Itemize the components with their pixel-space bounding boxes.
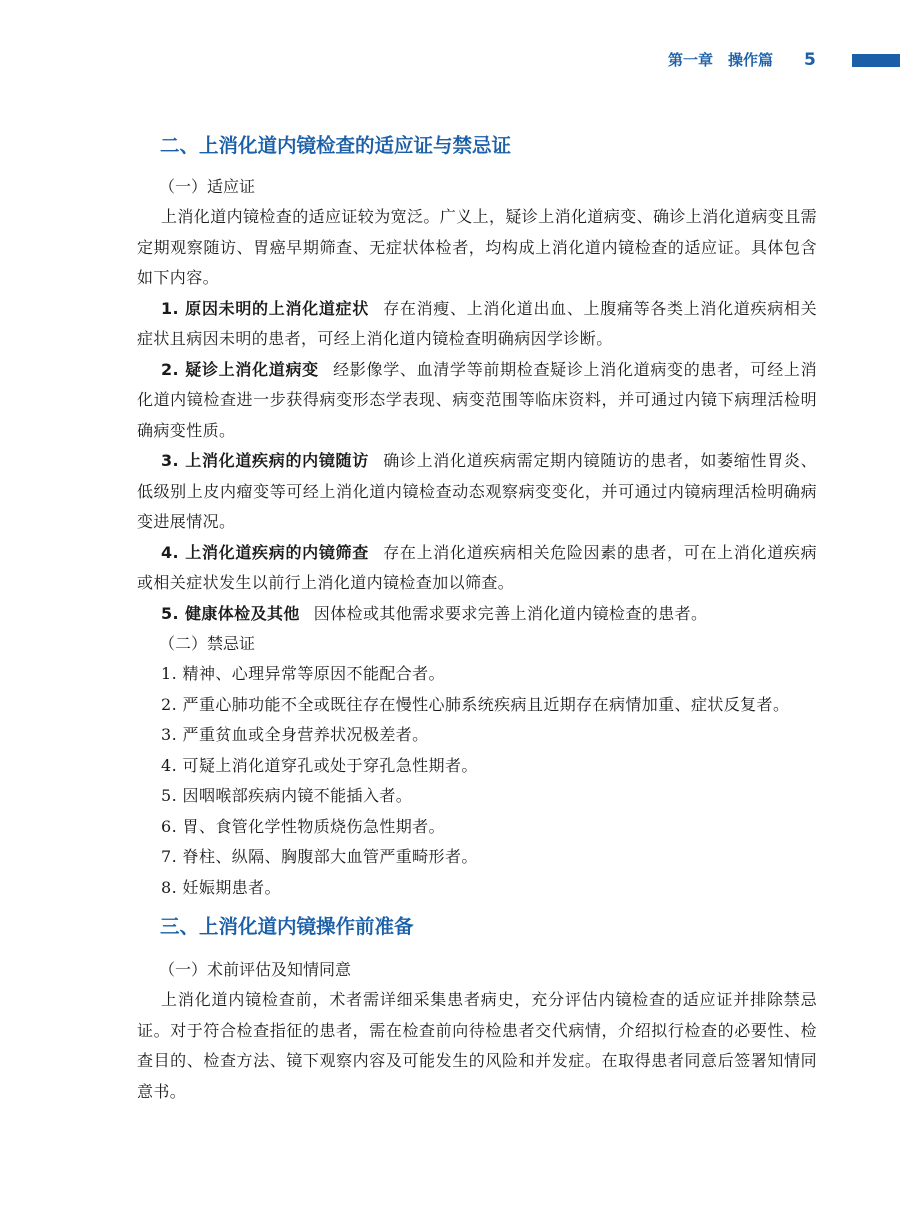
contraindication-item-2: 2. 严重心肺功能不全或既往存在慢性心肺系统疾病且近期存在病情加重、症状反复者。 xyxy=(161,694,790,714)
consent-text: 上消化道内镜检查前，术者需详细采集患者病史，充分评估内镜检查的适应证并排除禁忌证。对于符合检查指征的患者，需在检查前向待检患者交代病情，介绍拟行检查的必要性、检查目的、检查方法、镜下观察内容及可能发生的风险和并发症。在取得患者同意后签署知情同意书。 xyxy=(137,990,817,1101)
contraindication-item-8: 8. 妊娠期患者。 xyxy=(161,877,281,897)
header-section: 操作篇 xyxy=(728,51,774,69)
indications-heading: （一）适应证 xyxy=(159,177,256,196)
consent-heading: （一）术前评估及知情同意 xyxy=(159,960,352,979)
indication-item-2 xyxy=(137,355,817,447)
indication-item-1-text: 存在消瘦、上消化道出血、上腹痛等各类上消化道疾病相关症状且病因未明的患者，可经上消化道内镜检查明确病因学诊断。 xyxy=(137,298,817,348)
page-number: 5 xyxy=(804,50,816,70)
indication-item-5 xyxy=(137,599,817,630)
indication-item-2-text: 经影像学、血清学等前期检查疑诊上消化道病变的患者，可经上消化道内镜检查进一步获得病变形态学表现、病变范围等临床资料，并可通过内镜下病理活检明确病变性质。 xyxy=(137,359,817,440)
contraindications-heading: （二）禁忌证 xyxy=(159,634,256,653)
indication-item-4 xyxy=(137,538,817,599)
indication-item-3 xyxy=(137,446,817,538)
contraindication-item-6: 6. 胃、食管化学性物质烧伤急性期者。 xyxy=(161,816,445,836)
header-chapter: 第一章 xyxy=(668,51,714,69)
section-2-title: 二、上消化道内镜检查的适应证与禁忌证 xyxy=(160,134,512,157)
contraindication-item-7: 7. 脊柱、纵隔、胸腹部大血管严重畸形者。 xyxy=(161,847,478,866)
indication-item-3-text: 确诊上消化道疾病需定期内镜随访的患者，如萎缩性胃炎、低级别上皮内瘤变等可经上消化道内镜检查动态观察病变变化，并可通过内镜病理活检明确病变进展情况。 xyxy=(137,451,817,531)
indication-item-1 xyxy=(137,294,817,355)
indication-item-1-title: 1. 原因未明的上消化道症状 xyxy=(161,298,369,318)
contraindication-item-3: 3. 严重贫血或全身营养状况极差者。 xyxy=(161,725,429,744)
indication-item-2-title: 2. 疑诊上消化道病变 xyxy=(161,359,319,379)
indications-intro: 上消化道内镜检查的适应证较为宽泛。广义上，疑诊上消化道病变、确诊上消化道病变且需定期观察随访、胃癌早期筛查、无症状体检者，均构成上消化道内镜检查的适应证。具体包含如下内容。 xyxy=(137,207,818,287)
indication-item-3-title: 3. 上消化道疾病的内镜随访 xyxy=(161,451,369,470)
indication-item-5-title: 5. 健康体检及其他 xyxy=(161,603,300,623)
contraindication-item-5: 5. 因咽喉部疾病内镜不能插入者。 xyxy=(161,786,413,805)
contraindication-item-1: 1. 精神、心理异常等原因不能配合者。 xyxy=(161,664,445,683)
header-accent-bar xyxy=(852,54,900,67)
indication-item-4-text: 存在上消化道疾病相关危险因素的患者，可在上消化道疾病或相关症状发生以前行上消化道内镜检查加以筛查。 xyxy=(137,542,817,592)
indication-item-4-title: 4. 上消化道疾病的内镜筛查 xyxy=(161,542,369,562)
section-3-title: 三、上消化道内镜操作前准备 xyxy=(160,915,414,938)
contraindication-item-4: 4. 可疑上消化道穿孔或处于穿孔急性期者。 xyxy=(161,755,478,775)
running-header xyxy=(0,48,900,72)
page-body xyxy=(137,128,817,1107)
indication-item-5-text: 因体检或其他需求要求完善上消化道内镜检查的患者。 xyxy=(313,603,708,623)
